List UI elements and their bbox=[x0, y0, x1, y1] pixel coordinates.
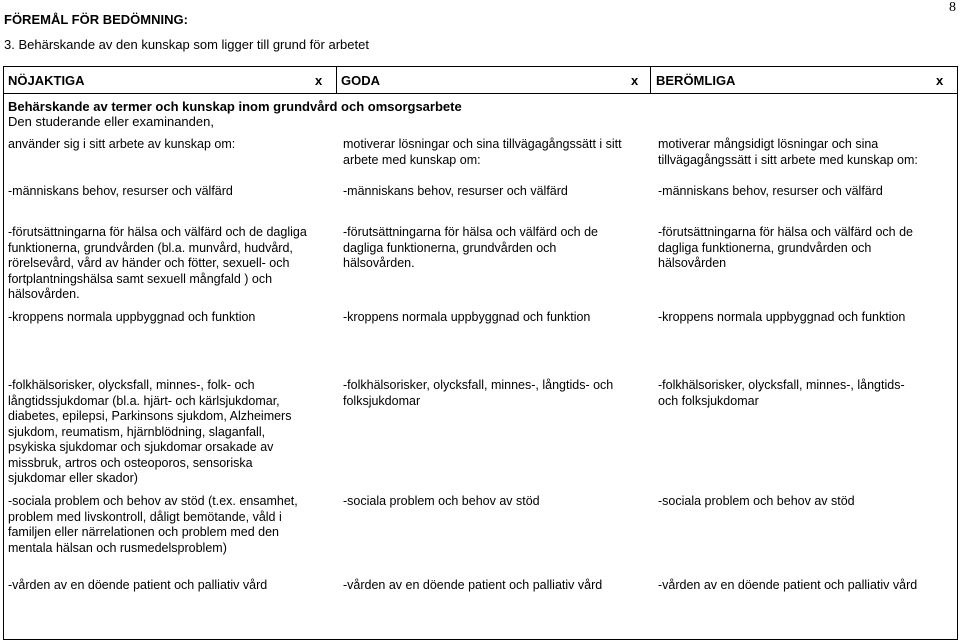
lead-nojaktiga: använder sig i sitt arbete av kunskap om: bbox=[8, 137, 236, 151]
list-item: -kroppens normala uppbyggnad och funktion bbox=[8, 310, 256, 324]
column-mark-nojaktiga: x bbox=[315, 73, 323, 88]
table-right-border bbox=[957, 66, 958, 640]
header-divider-1 bbox=[336, 66, 337, 93]
list-item: -folkhälsorisker, olycksfall, minnes-, långtids- och folksjukdomar bbox=[343, 378, 614, 408]
list-item: -människans behov, resurser och välfärd bbox=[658, 184, 883, 198]
list-item: -kroppens normala uppbyggnad och funktion bbox=[343, 310, 591, 324]
list-item: -människans behov, resurser och välfärd bbox=[8, 184, 233, 198]
list-item: -förutsättningarna för hälsa och välfärd och de dagliga funktionerna, grundvården (bl.a. munvård, hudvård, rörelsevård, vård av händer och fötter, sexuell- och fortplantningshälsa samt sexuell mångfald ) och hälsovården. bbox=[8, 225, 307, 301]
column-mark-goda: x bbox=[631, 73, 639, 88]
page-title: FÖREMÅL FÖR BEDÖMNING: bbox=[4, 12, 188, 27]
column-header-goda: GODA bbox=[341, 73, 380, 88]
section-subtitle: 3. Behärskande av den kunskap som ligger till grund för arbetet bbox=[4, 37, 369, 52]
intro-heading: Behärskande av termer och kunskap inom grundvård och omsorgsarbete bbox=[8, 99, 462, 114]
header-divider-2 bbox=[650, 66, 651, 93]
lead-berömliga: motiverar mångsidigt lösningar och sina tillvägagångssätt i sitt arbete med kunskap om: bbox=[658, 137, 918, 167]
list-item: -folkhälsorisker, olycksfall, minnes-, folk- och långtidssjukdomar (bl.a. hjärt- och kärlsjukdomar, diabetes, epilepsi, Parkinsons sjukdom, Alzheimers sjukdom, reumatism, hjärnblödning, slaganfall, psykiska sjukdomar och sjukdomar orsakade av missbruk, artros och osteoporos, sensoriska sjukdomar eller skador) bbox=[8, 378, 292, 485]
list-item: -vården av en döende patient och palliativ vård bbox=[658, 578, 918, 592]
table-top-border bbox=[3, 66, 958, 67]
lead-goda: motiverar lösningar och sina tillvägagångssätt i sitt arbete med kunskap om: bbox=[343, 137, 622, 167]
intro-subject: Den studerande eller examinanden, bbox=[8, 114, 214, 129]
column-mark-berömliga: x bbox=[936, 73, 944, 88]
list-item: -vården av en döende patient och palliativ vård bbox=[8, 578, 268, 592]
list-item: -sociala problem och behov av stöd bbox=[343, 494, 540, 508]
list-item: -folkhälsorisker, olycksfall, minnes-, långtids- och folksjukdomar bbox=[658, 378, 905, 408]
column-header-nojaktiga: NÖJAKTIGA bbox=[8, 73, 85, 88]
list-item: -förutsättningarna för hälsa och välfärd och de dagliga funktionerna, grundvården och hälsovården. bbox=[343, 225, 599, 270]
list-item: -förutsättningarna för hälsa och välfärd och de dagliga funktionerna, grundvården och hälsovården bbox=[658, 225, 914, 270]
table-header-divider bbox=[3, 93, 958, 94]
list-item: -sociala problem och behov av stöd bbox=[658, 494, 855, 508]
column-header-berömliga: BERÖMLIGA bbox=[656, 73, 736, 88]
list-item: -kroppens normala uppbyggnad och funktion bbox=[658, 310, 906, 324]
list-item: -sociala problem och behov av stöd (t.ex. ensamhet, problem med livskontroll, dåligt bemötande, våld i familjen eller närrelationen och problem med den mentala hälsan och rusmedelsproblem) bbox=[8, 494, 298, 555]
list-item: -människans behov, resurser och välfärd bbox=[343, 184, 568, 198]
table-left-border bbox=[3, 66, 4, 640]
page-number: 8 bbox=[949, 0, 956, 15]
list-item: -vården av en döende patient och palliativ vård bbox=[343, 578, 603, 592]
